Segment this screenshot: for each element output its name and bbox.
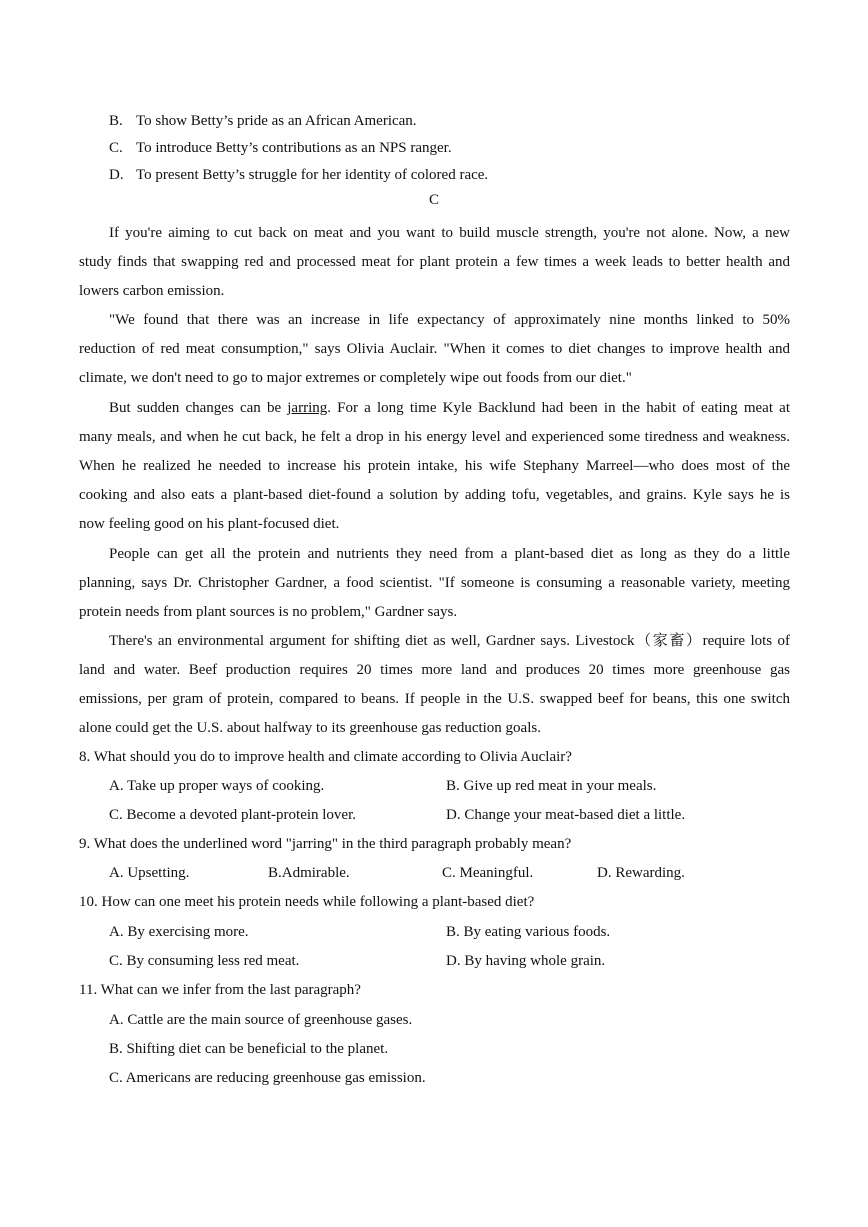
- paragraph-line: land and water. Beef production requires 20 times more land and produces 20 times more greenhouse gas: [79, 662, 790, 678]
- paragraph-line: cooking and also eats a plant-based diet-found a solution by adding tofu, vegetables, and grains. Kyle says he is: [79, 487, 790, 503]
- paragraph-line: "We found that there was an increase in life expectancy of approximately nine months linked to 50%: [109, 312, 790, 328]
- question-10-option-c[interactable]: C. By consuming less red meat.: [109, 953, 300, 969]
- question-8-option-d[interactable]: D. Change your meat-based diet a little.: [446, 807, 686, 823]
- text-run: . For a long time Kyle Backlund had been in the habit of eating meat at: [327, 400, 790, 416]
- question-11-stem: 11. What can we infer from the last paragraph?: [79, 982, 361, 998]
- paragraph-line: climate, we don't need to go to major extremes or completely wipe out foods from our diet.": [79, 370, 632, 386]
- question-8-option-a[interactable]: A. Take up proper ways of cooking.: [109, 778, 325, 794]
- option-text: To introduce Betty’s contributions as an NPS ranger.: [136, 140, 452, 156]
- question-11-option-c[interactable]: C. Americans are reducing greenhouse gas emission.: [109, 1070, 426, 1086]
- question-11-option-a[interactable]: A. Cattle are the main source of greenhouse gases.: [109, 1012, 413, 1028]
- option-b: [109, 111, 417, 131]
- question-9-stem: 9. What does the underlined word "jarring" in the third paragraph probably mean?: [79, 836, 572, 852]
- paragraph-line: emissions, per gram of protein, compared to beans. If people in the U.S. swapped beef for beans, this one switch: [79, 691, 790, 707]
- paragraph-line: reduction of red meat consumption," says Olivia Auclair. "When it comes to diet changes to improve health and: [79, 341, 790, 357]
- paragraph-line: [109, 398, 790, 418]
- question-10-stem: 10. How can one meet his protein needs while following a plant-based diet?: [79, 894, 535, 910]
- question-10-option-d[interactable]: D. By having whole grain.: [446, 953, 606, 969]
- paragraph-line: If you're aiming to cut back on meat and you want to build muscle strength, you're not alone. Now, a new: [109, 225, 790, 241]
- option-text: To present Betty’s struggle for her identity of colored race.: [136, 167, 489, 183]
- text-run: But sudden changes can be: [109, 400, 288, 416]
- question-8-stem: 8. What should you do to improve health and climate according to Olivia Auclair?: [79, 749, 572, 765]
- paragraph-line: When he realized he needed to increase his protein intake, his wife Stephany Marreel—who does most of the: [79, 458, 790, 474]
- question-8-option-c[interactable]: C. Become a devoted plant-protein lover.: [109, 807, 357, 823]
- option-label: B.: [109, 113, 123, 129]
- paragraph-line: study finds that swapping red and processed meat for plant protein a few times a week leads to better health and: [79, 254, 790, 270]
- section-heading: C: [428, 192, 439, 208]
- paragraph-line: many meals, and when he cut back, he felt a drop in his energy level and experienced some tiredness and weakness.: [79, 429, 790, 445]
- option-label: C.: [109, 140, 123, 156]
- question-9-option-d[interactable]: D. Rewarding.: [597, 865, 685, 881]
- question-9-option-c[interactable]: C. Meaningful.: [442, 865, 534, 881]
- question-10-option-a[interactable]: A. By exercising more.: [109, 924, 249, 940]
- question-10-option-b[interactable]: B. By eating various foods.: [446, 924, 611, 940]
- paragraph-line: There's an environmental argument for shifting diet as well, Gardner says. Livestock（家畜）require lots of: [109, 633, 790, 649]
- underlined-word: jarring: [287, 400, 328, 416]
- paragraph-line: protein needs from plant sources is no problem," Gardner says.: [79, 604, 458, 620]
- option-d: [109, 165, 488, 185]
- question-9-option-b[interactable]: B.Admirable.: [268, 865, 350, 881]
- paragraph-line: People can get all the protein and nutrients they need from a plant-based diet as long as they do a little: [109, 546, 790, 562]
- option-c: [109, 138, 452, 158]
- question-9-option-a[interactable]: A. Upsetting.: [109, 865, 190, 881]
- paragraph-line: alone could get the U.S. about halfway to its greenhouse gas reduction goals.: [79, 720, 541, 736]
- question-11-option-b[interactable]: B. Shifting diet can be beneficial to the planet.: [109, 1041, 389, 1057]
- option-label: D.: [109, 167, 124, 183]
- paragraph-line: planning, says Dr. Christopher Gardner, a food scientist. "If someone is consuming a reasonable variety, meeting: [79, 575, 790, 591]
- paragraph-line: lowers carbon emission.: [79, 283, 225, 299]
- paragraph-line: now feeling good on his plant-focused diet.: [79, 516, 340, 532]
- option-text: To show Betty’s pride as an African American.: [136, 113, 417, 129]
- question-8-option-b[interactable]: B. Give up red meat in your meals.: [446, 778, 657, 794]
